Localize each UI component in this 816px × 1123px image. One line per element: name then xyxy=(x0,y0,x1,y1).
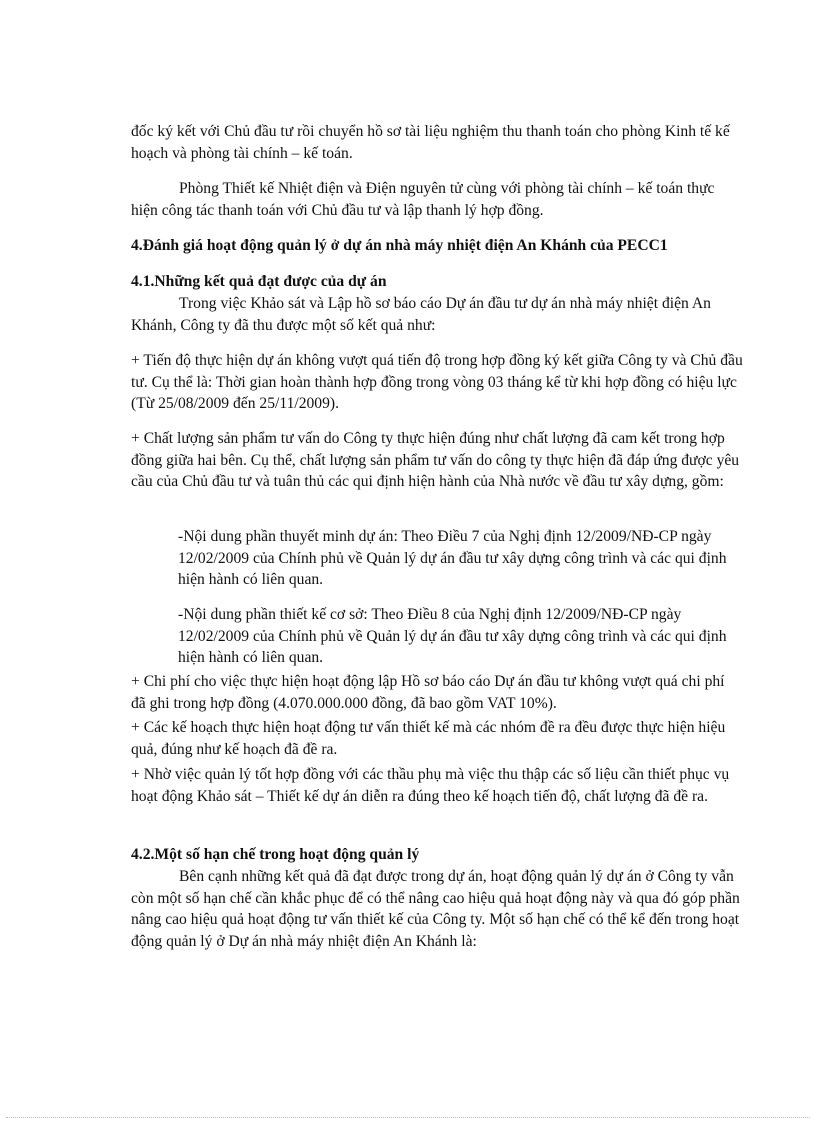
page-bottom-divider xyxy=(6,1117,810,1118)
paragraph-payment: Phòng Thiết kế Nhiệt điện và Điện nguyên tử cùng với phòng tài chính – kế toán thực hiện công tác thanh toán với Chủ đầu tư và lập thanh lý hợp đồng. xyxy=(131,180,715,219)
sub-item-basic-design: -Nội dung phần thiết kế cơ sở: Theo Điều 8 của Nghị định 12/2009/NĐ-CP ngày 12/02/2009 của Chính phủ về Quản lý dự án đầu tư xây dựng công trình và các qui định hiện hành có liên quan. xyxy=(178,606,727,666)
section-heading-4-2: 4.2.Một số hạn chế trong hoạt động quản lý xyxy=(131,846,420,863)
bullet-progress: + Tiến độ thực hiện dự án không vượt quá tiến độ trong hợp đồng ký kết giữa Công ty và Chủ đầu tư. Cụ thể là: Thời gian hoàn thành hợp đồng trong vòng 03 tháng kể từ khi hợp đồng có hiệu lực (Từ 25/08/2009 đến 25/11/2009). xyxy=(131,352,743,412)
bullet-subcontractors: + Nhờ việc quản lý tốt hợp đồng với các thầu phụ mà việc thu thập các số liệu cần thiết phục vụ hoạt động Khảo sát – Thiết kế dự án diễn ra đúng theo kế hoạch tiến độ, chất lượng đã đề ra. xyxy=(131,766,730,805)
sub-item-explanation: -Nội dung phần thuyết minh dự án: Theo Điều 7 của Nghị định 12/2009/NĐ-CP ngày 12/02/2009 của Chính phủ về Quản lý dự án đầu tư xây dựng công trình và các qui định hiện hành có liên quan. xyxy=(178,528,727,588)
paragraph-continuation: đốc ký kết với Chủ đầu tư rồi chuyển hồ sơ tài liệu nghiệm thu thanh toán cho phòng Kinh tế kế hoạch và phòng tài chính – kế toán. xyxy=(131,123,730,162)
section-heading-4: 4.Đánh giá hoạt động quản lý ở dự án nhà máy nhiệt điện An Khánh của PECC1 xyxy=(131,237,668,254)
paragraph-4-2-intro: Bên cạnh những kết quả đã đạt được trong dự án, hoạt động quản lý dự án ở Công ty vẫn còn một số hạn chế cần khắc phục để có thể nâng cao hiệu quả hoạt động này và qua đó góp phần nâng cao hiệu quả hoạt động tư vấn thiết kế của Công ty. Một số hạn chế có thể kể đến trong hoạt động quản lý ở Dự án nhà máy nhiệt điện An Khánh là: xyxy=(131,868,740,950)
paragraph-4-1-intro: Trong việc Khảo sát và Lập hồ sơ báo cáo Dự án đầu tư dự án nhà máy nhiệt điện An Khánh, Công ty đã thu được một số kết quả như: xyxy=(131,295,711,334)
bullet-plans: + Các kế hoạch thực hiện hoạt động tư vấn thiết kế mà các nhóm đề ra đều được thực hiện hiệu quả, đúng như kế hoạch đã đề ra. xyxy=(131,719,726,758)
bullet-quality: + Chất lượng sản phẩm tư vấn do Công ty thực hiện đúng như chất lượng đã cam kết trong hợp đồng giữa hai bên. Cụ thể, chất lượng sản phẩm tư vấn do công ty thực hiện đã đáp ứng được yêu cầu của Chủ đầu tư và tuân thủ các qui định hiện hành của Nhà nước về đầu tư xây dựng, gồm: xyxy=(131,430,740,490)
section-heading-4-1: 4.1.Những kết quả đạt được của dự án xyxy=(131,273,387,290)
bullet-cost: + Chi phí cho việc thực hiện hoạt động lập Hồ sơ báo cáo Dự án đầu tư không vượt quá chi phí đã ghi trong hợp đồng (4.070.000.000 đồng, đã bao gồm VAT 10%). xyxy=(131,673,725,712)
